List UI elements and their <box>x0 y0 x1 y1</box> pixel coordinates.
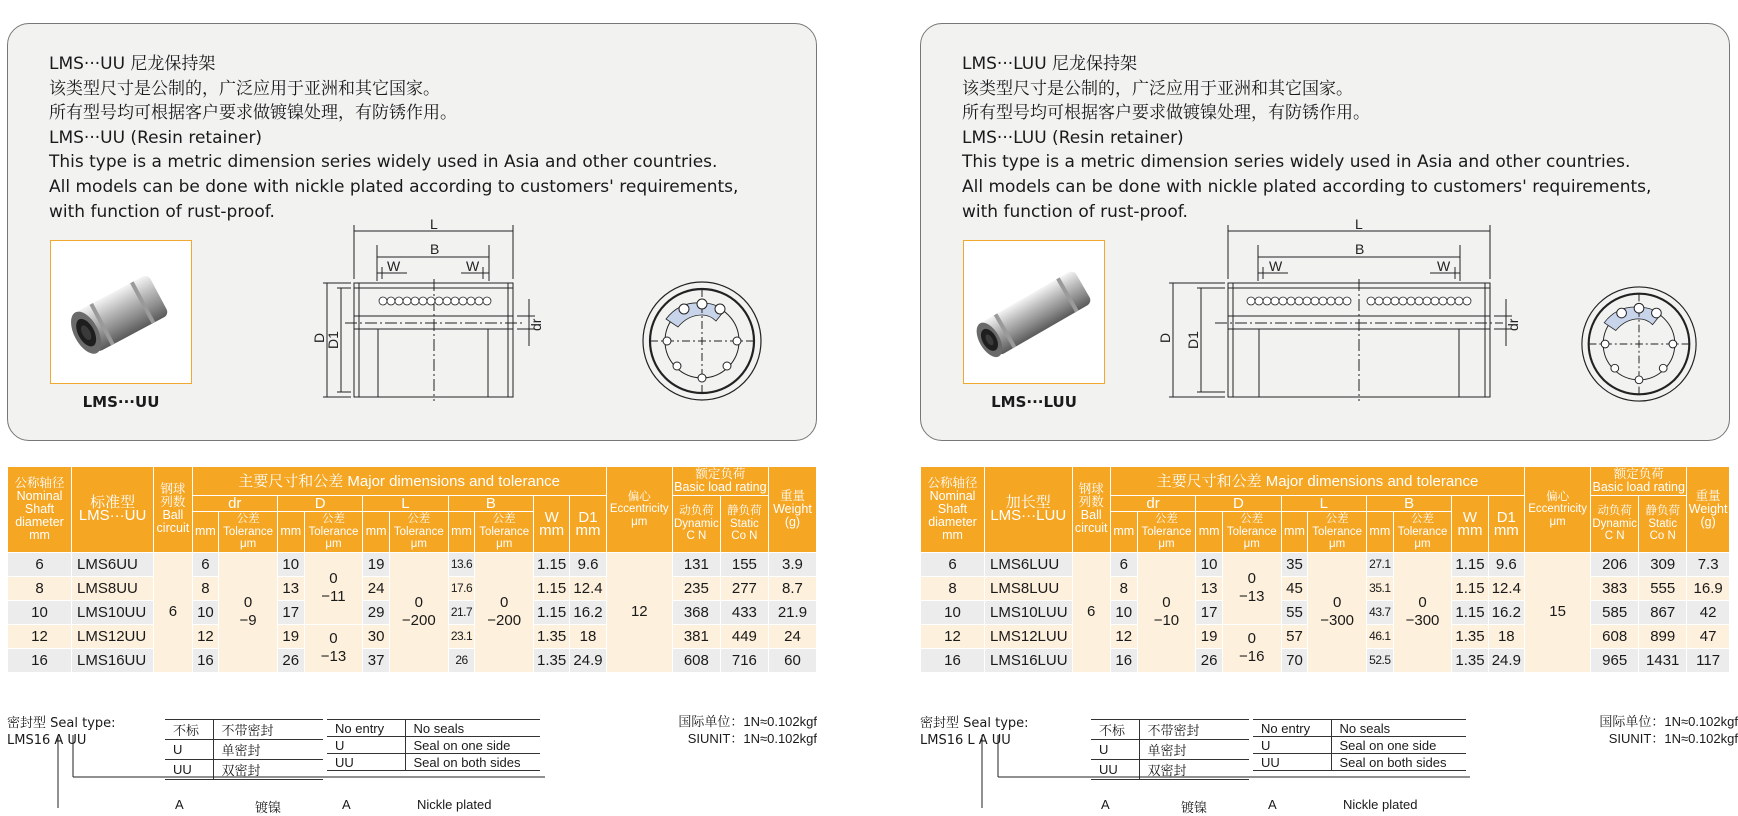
header-B: B <box>448 496 533 512</box>
cell-dr: 10 <box>1110 600 1137 624</box>
cell-eccentricity: 15 <box>1525 552 1591 672</box>
cell-shaft: 8 <box>921 576 985 600</box>
cell-D: 26 <box>277 648 304 672</box>
cell-static: 867 <box>1639 600 1687 624</box>
table-row <box>8 552 817 576</box>
header-tolerance: 公差 Tolerance μm <box>219 512 278 553</box>
intro-text <box>49 52 738 224</box>
cell-model: LMS8UU <box>72 576 154 600</box>
cut-text: A <box>1268 797 1277 812</box>
table-row <box>921 552 1730 576</box>
seal-type-title: 密封型 Seal type: LMS16 L A UU <box>920 716 1029 748</box>
dim-label-D: D <box>311 332 327 343</box>
cell-D-tol: 0 −13 <box>304 624 363 672</box>
cell-model: LMS6UU <box>72 552 154 576</box>
spec-table <box>920 466 1730 673</box>
header-load: 额定负荷 Basic load rating <box>674 467 767 494</box>
end-view-drawing <box>1579 284 1699 404</box>
cell-model: LMS8LUU <box>985 576 1072 600</box>
header-mm: mm <box>277 512 304 553</box>
header-tolerance: 公差 Tolerance μm <box>304 512 363 553</box>
header-L: L <box>363 496 448 512</box>
cell-static: 899 <box>1639 624 1687 648</box>
cell-D1: 9.6 <box>570 552 606 576</box>
dim-label-B: B <box>1355 241 1365 257</box>
cut-text: Nickle plated <box>417 797 492 812</box>
header-mm: mm <box>1281 512 1308 553</box>
intro-line: LMS···LUU (Resin retainer) <box>962 127 1184 148</box>
cell-dynamic: 131 <box>672 552 720 576</box>
intro-line: 该类型尺寸是公制的，广泛应用于亚洲和其它国家。 <box>962 78 1353 99</box>
cell-D-tol: 0 −13 <box>1222 552 1281 624</box>
cell-W: 1.15 <box>534 600 570 624</box>
intro-line: LMS···UU (Resin retainer) <box>49 127 263 148</box>
header-B: B <box>1366 496 1451 512</box>
cell-dr: 6 <box>192 552 219 576</box>
seal-code: LMS16 A UU <box>7 733 87 748</box>
cell-L: 19 <box>363 552 390 576</box>
cell-dynamic: 381 <box>672 624 720 648</box>
cell-D: 13 <box>1196 576 1223 600</box>
header-tolerance: 公差 Tolerance μm <box>1222 512 1281 553</box>
bearing-photo <box>50 240 192 384</box>
header-load: 额定负荷 Basic load rating <box>1592 467 1685 494</box>
header-dynamic: 动负荷 Dynamic C N <box>1591 496 1639 553</box>
cell-weight: 8.7 <box>768 576 816 600</box>
header-model: 标准型 LMS···UU <box>72 467 154 553</box>
cell-B: 35.1 <box>1366 576 1393 600</box>
cell-L: 30 <box>363 624 390 648</box>
cell-W: 1.35 <box>1452 624 1488 648</box>
cell-B: 43.7 <box>1366 600 1393 624</box>
cell-ball: 6 <box>1072 552 1110 672</box>
cell-L-tol: 0 −300 <box>1308 552 1367 672</box>
cell-L-tol: 0 −200 <box>389 552 448 672</box>
cell-D1: 18 <box>1488 624 1524 648</box>
cell-eccentricity: 12 <box>606 552 672 672</box>
header-eccentricity: 偏心 Eccentricity μm <box>1525 467 1591 553</box>
cell-dr: 10 <box>192 600 219 624</box>
cell-D-tol: 0 −16 <box>1222 624 1281 672</box>
cell-dr: 6 <box>1110 552 1137 576</box>
dim-label-W: W <box>466 258 480 274</box>
header-eccentricity: 偏心 Eccentricity μm <box>606 467 672 553</box>
cell-W: 1.15 <box>1452 552 1488 576</box>
cell-weight: 21.9 <box>768 600 816 624</box>
cell-B: 46.1 <box>1366 624 1393 648</box>
photo-label: LMS···LUU <box>991 393 1077 411</box>
unit-note: 国际单位：1N≈0.102kgf SIUNIT：1N≈0.102kgf <box>678 714 817 746</box>
cell-D1: 24.9 <box>570 648 606 672</box>
cell-dr: 8 <box>192 576 219 600</box>
cell-dr-tol: 0 −9 <box>219 552 278 672</box>
header-tolerance: 公差 Tolerance μm <box>475 512 534 553</box>
dimension-drawing <box>1157 216 1529 409</box>
header-dr: dr <box>192 496 277 512</box>
cell-dr: 8 <box>1110 576 1137 600</box>
cell-D: 19 <box>1196 624 1223 648</box>
cell-B-tol: 0 −300 <box>1393 552 1452 672</box>
intro-line: This type is a metric dimension series widely used in Asia and other countries. <box>49 152 718 173</box>
cell-ball: 6 <box>154 552 192 672</box>
cell-D1: 12.4 <box>570 576 606 600</box>
cell-B: 52.5 <box>1366 648 1393 672</box>
cell-D: 17 <box>1196 600 1223 624</box>
header-W: W mm <box>1452 496 1488 553</box>
header-major: 主要尺寸和公差 Major dimensions and tolerance <box>1110 467 1524 496</box>
header-ball: 钢球 列数 Ball circuit <box>1072 467 1110 553</box>
cell-weight: 60 <box>768 648 816 672</box>
seal-table-en: No entry No seals U Seal on one side UU Seal on both sides <box>327 719 540 771</box>
cell-D: 10 <box>1196 552 1223 576</box>
cell-B: 26 <box>448 648 475 672</box>
cell-weight: 24 <box>768 624 816 648</box>
header-tolerance: 公差 Tolerance μm <box>389 512 448 553</box>
cut-text: Nickle plated <box>1343 797 1418 812</box>
intro-line: All models can be done with nickle plated according to customers' requirements, <box>962 176 1652 197</box>
cell-dr: 12 <box>1110 624 1137 648</box>
cell-W: 1.35 <box>534 648 570 672</box>
header-ball: 钢球 列数 Ball circuit <box>154 467 192 553</box>
cell-static: 155 <box>720 552 768 576</box>
dim-label-D: D <box>1157 332 1173 343</box>
cell-B: 13.6 <box>448 552 475 576</box>
cell-B: 17.6 <box>448 576 475 600</box>
cell-W: 1.15 <box>1452 576 1488 600</box>
header-static: 静负荷 Static Co N <box>1639 496 1687 553</box>
cell-dr: 16 <box>192 648 219 672</box>
cell-L: 57 <box>1281 624 1308 648</box>
photo-label: LMS···UU <box>82 393 160 411</box>
dim-label-D1: D1 <box>1185 331 1201 349</box>
cell-B-tol: 0 −200 <box>475 552 534 672</box>
intro-line: LMS···LUU 尼龙保持架 <box>962 54 1138 74</box>
cell-L: 29 <box>363 600 390 624</box>
header-weight: 重量 Weight (g) <box>1687 467 1730 553</box>
cell-shaft: 12 <box>8 624 72 648</box>
dim-label-B: B <box>430 241 440 257</box>
cell-shaft: 10 <box>921 600 985 624</box>
cell-dynamic: 608 <box>672 648 720 672</box>
seal-table-en: No entry No seals U Seal on one side UU Seal on both sides <box>1253 719 1466 771</box>
cell-W: 1.15 <box>534 576 570 600</box>
cell-static: 309 <box>1639 552 1687 576</box>
cell-L: 55 <box>1281 600 1308 624</box>
header-dr: dr <box>1110 496 1195 512</box>
cell-shaft: 6 <box>921 552 985 576</box>
header-nominal: 公称轴径 Nominal Shaft diameter mm <box>8 467 72 553</box>
cell-model: LMS16UU <box>72 648 154 672</box>
header-mm: mm <box>1366 512 1393 553</box>
intro-line: 所有型号均可根据客户要求做镀镍处理，有防锈作用。 <box>962 103 1370 124</box>
dim-label-W: W <box>1437 258 1451 274</box>
header-D: D <box>1196 496 1281 512</box>
spec-table <box>7 466 817 673</box>
dim-label-W: W <box>387 258 401 274</box>
header-tolerance: 公差 Tolerance μm <box>1393 512 1452 553</box>
cell-static: 433 <box>720 600 768 624</box>
cell-shaft: 16 <box>8 648 72 672</box>
cell-model: LMS10LUU <box>985 600 1072 624</box>
seal-table-zh: 不标 不带密封 U 单密封 UU 双密封 <box>1091 719 1249 780</box>
intro-line: 所有型号均可根据客户要求做镀镍处理，有防锈作用。 <box>49 103 457 124</box>
cell-B: 27.1 <box>1366 552 1393 576</box>
bearing-photo <box>963 240 1105 384</box>
cell-L: 35 <box>1281 552 1308 576</box>
intro-line: LMS···UU 尼龙保持架 <box>49 54 216 74</box>
dim-label-dr: dr <box>528 318 544 331</box>
cell-B: 23.1 <box>448 624 475 648</box>
end-view-drawing <box>640 279 764 403</box>
intro-line: with function of rust-proof. <box>962 201 1188 222</box>
cell-weight: 117 <box>1687 648 1730 672</box>
dim-label-W: W <box>1269 258 1283 274</box>
header-weight: 重量 Weight (g) <box>768 467 816 553</box>
info-box <box>920 23 1730 441</box>
dim-label-L: L <box>430 216 438 232</box>
cell-dynamic: 585 <box>1591 600 1639 624</box>
seal-type-title: 密封型 Seal type: LMS16 A UU <box>7 716 116 748</box>
cell-shaft: 6 <box>8 552 72 576</box>
header-model: 加长型 LMS···LUU <box>985 467 1072 553</box>
cell-shaft: 10 <box>8 600 72 624</box>
cell-L: 37 <box>363 648 390 672</box>
dim-label-dr: dr <box>1505 318 1521 331</box>
header-static: 静负荷 Static Co N <box>720 496 768 553</box>
cell-shaft: 16 <box>921 648 985 672</box>
cell-static: 1431 <box>1639 648 1687 672</box>
cell-D: 19 <box>277 624 304 648</box>
cell-D1: 16.2 <box>570 600 606 624</box>
cell-dynamic: 235 <box>672 576 720 600</box>
cut-text: A <box>175 797 184 812</box>
intro-line: All models can be done with nickle plated according to customers' requirements, <box>49 176 739 197</box>
cell-weight: 3.9 <box>768 552 816 576</box>
cell-D: 26 <box>1196 648 1223 672</box>
cell-dynamic: 383 <box>1591 576 1639 600</box>
seal-table-zh: 不标 不带密封 U 单密封 UU 双密封 <box>165 719 323 780</box>
header-L: L <box>1281 496 1366 512</box>
cell-dynamic: 206 <box>1591 552 1639 576</box>
header-mm: mm <box>363 512 390 553</box>
cell-static: 555 <box>1639 576 1687 600</box>
intro-text <box>962 52 1651 224</box>
cell-weight: 16.9 <box>1687 576 1730 600</box>
cell-L: 70 <box>1281 648 1308 672</box>
cell-B: 21.7 <box>448 600 475 624</box>
cell-dr: 16 <box>1110 648 1137 672</box>
intro-line: This type is a metric dimension series widely used in Asia and other countries. <box>962 152 1631 173</box>
cell-model: LMS12LUU <box>985 624 1072 648</box>
cell-D-tol: 0 −11 <box>304 552 363 624</box>
cell-D1: 18 <box>570 624 606 648</box>
cell-D1: 24.9 <box>1488 648 1524 672</box>
cell-D1: 9.6 <box>1488 552 1524 576</box>
cell-static: 277 <box>720 576 768 600</box>
dimension-drawing <box>311 216 613 409</box>
cell-dr-tol: 0 −10 <box>1137 552 1196 672</box>
header-D1: D1 mm <box>570 496 606 553</box>
cell-D: 10 <box>277 552 304 576</box>
cell-shaft: 8 <box>8 576 72 600</box>
info-box <box>7 23 817 441</box>
cell-dynamic: 368 <box>672 600 720 624</box>
seal-code: LMS16 L A UU <box>920 733 1011 748</box>
cell-D1: 16.2 <box>1488 600 1524 624</box>
header-D1: D1 mm <box>1488 496 1524 553</box>
cell-static: 449 <box>720 624 768 648</box>
cut-text: A <box>1101 797 1110 812</box>
cell-static: 716 <box>720 648 768 672</box>
header-W: W mm <box>534 496 570 553</box>
header-mm: mm <box>1196 512 1223 553</box>
cell-weight: 47 <box>1687 624 1730 648</box>
cell-L: 45 <box>1281 576 1308 600</box>
cell-L: 24 <box>363 576 390 600</box>
header-mm: mm <box>192 512 219 553</box>
cell-dr: 12 <box>192 624 219 648</box>
cell-shaft: 12 <box>921 624 985 648</box>
header-D: D <box>277 496 362 512</box>
cell-D: 13 <box>277 576 304 600</box>
long-bearing-panel <box>918 0 1738 815</box>
cell-weight: 7.3 <box>1687 552 1730 576</box>
cell-dynamic: 965 <box>1591 648 1639 672</box>
cell-D: 17 <box>277 600 304 624</box>
intro-line: with function of rust-proof. <box>49 201 275 222</box>
cell-model: LMS6LUU <box>985 552 1072 576</box>
cell-W: 1.35 <box>1452 648 1488 672</box>
header-dynamic: 动负荷 Dynamic C N <box>672 496 720 553</box>
cell-D1: 12.4 <box>1488 576 1524 600</box>
standard-bearing-panel <box>5 0 825 815</box>
header-tolerance: 公差 Tolerance μm <box>1308 512 1367 553</box>
header-major: 主要尺寸和公差 Major dimensions and tolerance <box>192 467 606 496</box>
cut-text: 镀镍 <box>1181 800 1208 815</box>
intro-line: 该类型尺寸是公制的，广泛应用于亚洲和其它国家。 <box>49 78 440 99</box>
dim-label-D1: D1 <box>325 331 341 349</box>
header-mm: mm <box>448 512 475 553</box>
cell-W: 1.15 <box>534 552 570 576</box>
header-nominal: 公称轴径 Nominal Shaft diameter mm <box>921 467 985 553</box>
cell-W: 1.15 <box>1452 600 1488 624</box>
header-mm: mm <box>1110 512 1137 553</box>
cut-text: 镀镍 <box>255 800 282 815</box>
cell-dynamic: 608 <box>1591 624 1639 648</box>
cut-text: A <box>342 797 351 812</box>
cell-model: LMS16LUU <box>985 648 1072 672</box>
cell-model: LMS12UU <box>72 624 154 648</box>
cell-weight: 42 <box>1687 600 1730 624</box>
header-tolerance: 公差 Tolerance μm <box>1137 512 1196 553</box>
dim-label-L: L <box>1355 216 1363 232</box>
unit-note: 国际单位：1N≈0.102kgf SIUNIT：1N≈0.102kgf <box>1599 714 1738 746</box>
cell-W: 1.35 <box>534 624 570 648</box>
cell-model: LMS10UU <box>72 600 154 624</box>
